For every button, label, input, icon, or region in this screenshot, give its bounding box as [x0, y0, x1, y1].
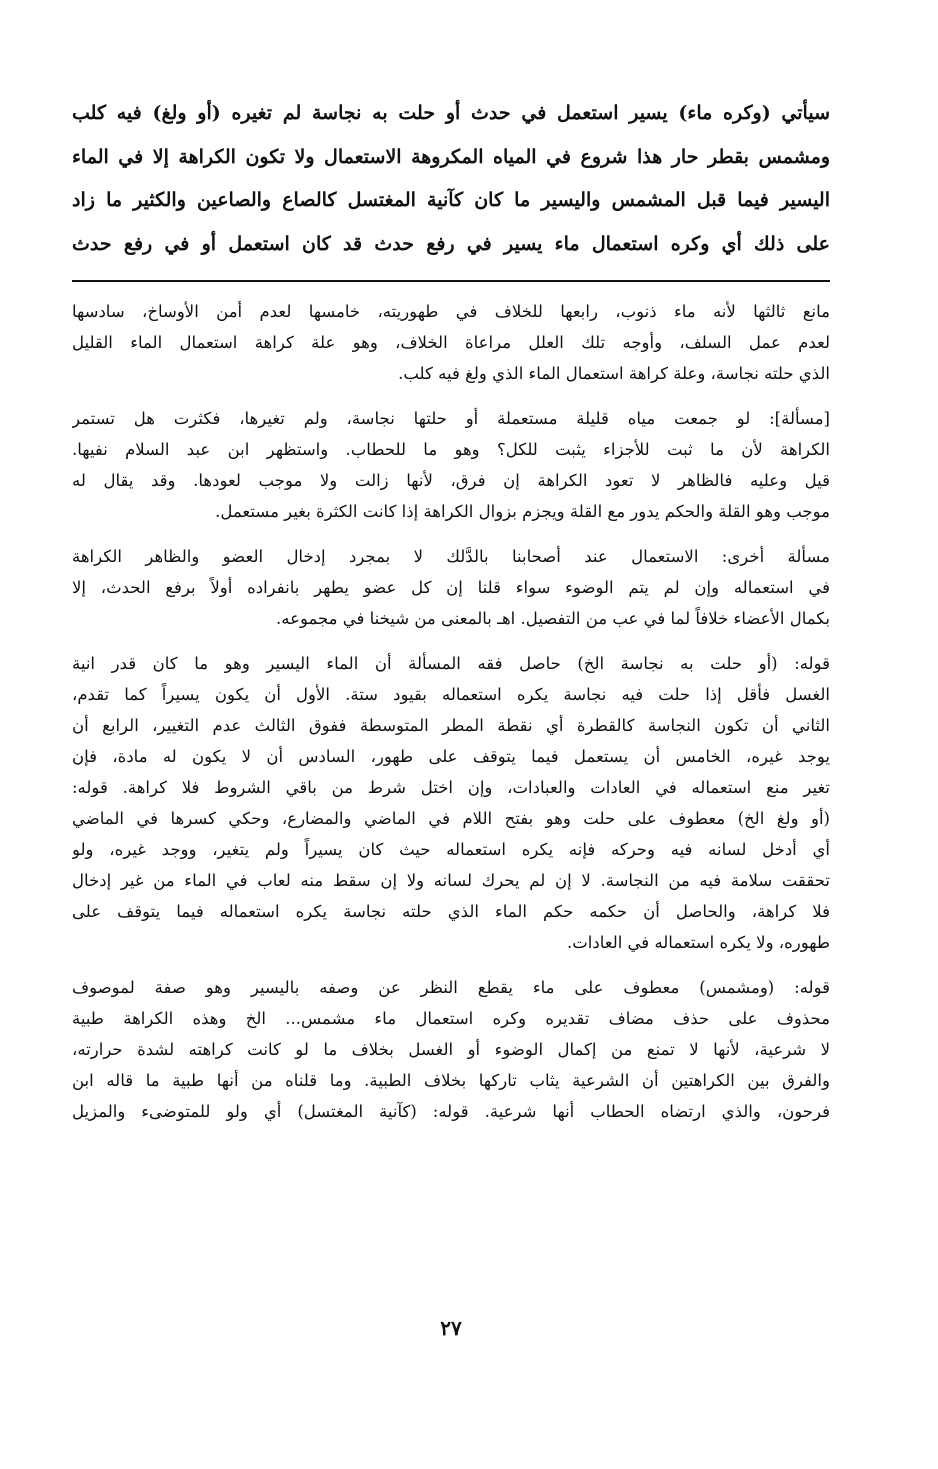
footnote-line: [مسألة]: لو جمعت مياه قليلة مستعملة أو حلتها نجاسة، ولم تغيرها، فكثرت هل تستمر [72, 409, 830, 428]
footnote-line: لا شرعية، لأنها لا تمنع من إكمال الوضوء أو الغسل بخلاف ما لو كانت كراهته لشدة حرارته، [72, 1040, 830, 1059]
footnote-divider [72, 280, 830, 282]
footnote-line: بكمال الأعضاء خلافاً لما في عب من التفصيل. اهـ بالمعنى من شيخنا في مجموعه. [276, 609, 830, 628]
document-page [72, 92, 830, 1422]
footnote-line: تحققت سلامة فيه من النجاسة. لا إن لم يحرك لسانه ولا إن سقط منه لعاب في الماء من غير إدخال [72, 871, 830, 890]
footnote-line: لعدم عمل السلف، وأوجه تلك العلل مراعاة الخلاف، وهو علة كراهة استعمال الماء القليل [72, 333, 830, 352]
footnote-paragraph [72, 648, 830, 958]
main-text-line: على ذلك أي وكره استعمال ماء يسير في رفع حدث قد كان استعمل أو في رفع حدث [72, 232, 830, 255]
footnote-line: في استعماله وإن لم يتم الوضوء سواء قلنا إن كل عضو يطهر بانفراده أولاً برفع الحدث، إلا [72, 578, 830, 597]
footnote-line: أي أدخل لسانه فيه وحركه فإنه يكره استعماله حيث كان يسيراً ولم يتغير، ووجد غيره، ولو [72, 840, 830, 859]
footnote-paragraph [72, 403, 830, 527]
footnote-line: والفرق بين الكراهتين أن الشرعية يثاب تاركها بخلاف الطبية. وما قلناه من أنها طبية ما قاله ابن [72, 1071, 830, 1090]
footnote-paragraph [72, 972, 830, 1127]
footnote-line: طهوره، ولا يكره استعماله في العادات. [567, 933, 830, 952]
page-number: ٢٧ [440, 1316, 462, 1340]
footnotes [72, 296, 830, 1127]
main-text-line: ومشمس بقطر حار هذا شروع في المياه المكروهة الاستعمال ولا تكون الكراهة إلا في الماء [72, 145, 830, 168]
footnote-line: قيل وعليه فالظاهر لا تعود الكراهة إن فرق، لأنها زالت ولا موجب لعودها. وقد يقال له [72, 471, 830, 490]
footnote-line: تغير منع استعماله في العادات والعبادات، وإن اختل شرط من باقي الشروط فلا كراهة. قوله: [72, 778, 830, 797]
footnote-line: (أو ولغ الخ) معطوف على حلت وهو بفتح اللام في الماضي والمضارع، وحكي كسرها في الماضي [72, 809, 830, 828]
footnote-line: مانع ثالثها لأنه ماء ذنوب، رابعها للخلاف في طهوريته، خامسها لعدم أمن الأوساخ، سادسها [72, 302, 830, 321]
footnote-line: الغسل فأقل إذا حلت فيه نجاسة يكره استعماله بقيود ستة. الأول أن يكون يسيراً كما تقدم، [72, 685, 830, 704]
main-text [72, 92, 830, 268]
main-text-line: اليسير فيما قبل المشمس واليسير ما كان كآنية المغتسل كالصاع والصاعين والكثير ما زاد [72, 189, 830, 211]
footnote-paragraph [72, 541, 830, 634]
footnote-line: قوله: (ومشمس) معطوف على ماء يقطع النظر عن وصفه باليسير وهو صفة لموصوف [72, 978, 830, 997]
footnote-line: موجب وهو القلة والحكم يدور مع القلة ويجزم بزوال الكراهة إذا كانت الكثرة بغير مستعمل. [215, 502, 830, 521]
footnote-paragraph [72, 296, 830, 389]
footnote-line: مسألة أخرى: الاستعمال عند أصحابنا بالدَّلك لا بمجرد إدخال العضو والظاهر الكراهة [72, 547, 830, 566]
footnote-line: فرحون، والذي ارتضاه الحطاب أنها شرعية. قوله: (كآنية المغتسل) أي ولو للمتوضىء والمزيل [72, 1102, 830, 1121]
footnote-line: محذوف على حذف مضاف تقديره وكره استعمال ماء مشمس... الخ وهذه الكراهة طبية [72, 1009, 830, 1028]
footnote-line: فلا كراهة، والحاصل أن حكمه حكم الماء الذي حلته نجاسة يكره استعماله فيما يتوقف على [72, 902, 830, 921]
main-text-line: سيأتي (وكره ماء) يسير استعمل في حدث أو حلت به نجاسة لم تغيره (أو ولغ) فيه كلب [72, 102, 830, 124]
footnote-line: يوجد غيره، الخامس أن يستعمل فيما يتوقف على طهور، السادس أن لا يكون له مادة، فإن [72, 747, 830, 766]
footnote-line: الذي حلته نجاسة، وعلة كراهة استعمال الماء الذي ولغ فيه كلب. [398, 364, 830, 383]
footnote-line: الثاني أن تكون النجاسة كالقطرة أي نقطة المطر المتوسطة ففوق الثالث عدم التغيير، الرابع أن [72, 716, 830, 735]
footnote-line: الكراهة لأن ما ثبت للأجزاء يثبت للكل؟ وهو ما للحطاب. واستظهر ابن عبد السلام نفيها. [72, 440, 830, 459]
footnote-line: قوله: (أو حلت به نجاسة الخ) حاصل فقه المسألة أن الماء اليسير وهو ما كان قدر انية [72, 654, 830, 673]
